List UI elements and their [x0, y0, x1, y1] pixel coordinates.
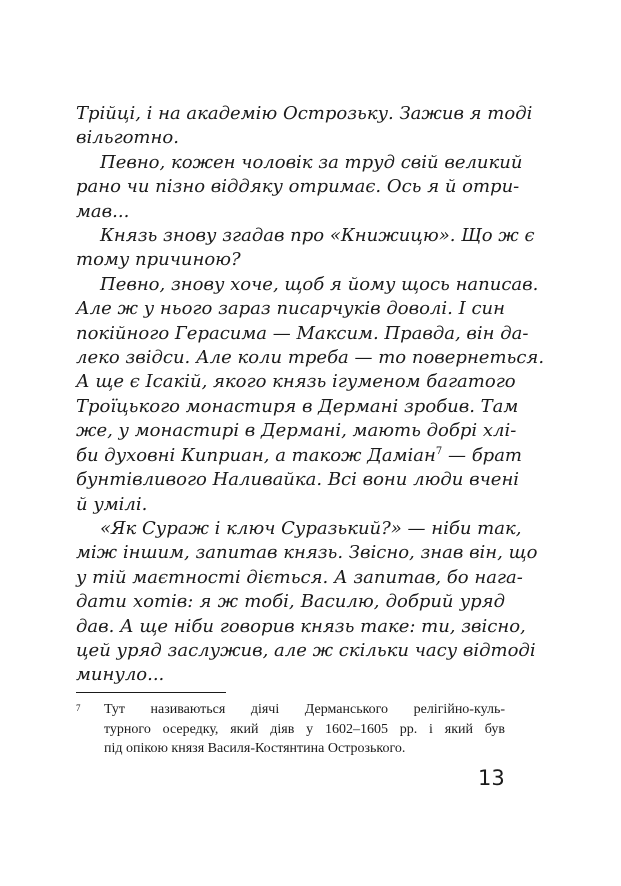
text-line: Троїцького монастиря в Дермані зробив. Там	[76, 395, 519, 417]
text-line	[76, 444, 523, 468]
text-line: бунтівливого Наливайка. Всі вони люди вчені	[76, 469, 520, 491]
text-line: рано чи пізно віддяку отримає. Ось я й отри-	[76, 176, 520, 198]
text-line: вільготно.	[76, 127, 179, 149]
text-line: Певно, знову хоче, щоб я йому щось написав.	[100, 273, 539, 295]
text-line: у тій маєтності діється. А запитав, бо нага-	[76, 566, 523, 588]
text-line: Трійці, і на академію Острозьку. Зажив я тоді	[76, 103, 533, 124]
footnote-line: турного осередку, який діяв у 1602–1605 рр. і який був	[104, 721, 505, 737]
text-line: Князь знову згадав про «Книжицю». Що ж є	[100, 225, 535, 247]
text-line: цей уряд заслужив, але ж скільки часу відтоді	[76, 639, 536, 661]
text-line: тому причиною?	[76, 249, 241, 271]
text-line: А ще є Ісакій, якого князь ігуменом багатого	[76, 371, 516, 393]
footnote-mark: 7	[76, 703, 81, 713]
text-line: Певно, кожен чоловік за труд свій великий	[100, 151, 523, 173]
text-line: дати хотів: я ж тобі, Василю, добрий уряд	[76, 591, 505, 613]
main-text	[76, 102, 545, 688]
footnote	[76, 700, 505, 759]
text-line: покійного Герасима — Максим. Правда, він да-	[76, 322, 529, 344]
text-before-footnote-ref: би духовні Киприан, а також Даміан	[76, 444, 436, 466]
page-number: 13	[478, 766, 505, 790]
footnote-line: під опікою князя Василя-Костянтина Острозького.	[104, 741, 406, 756]
text-after-footnote-ref: — брат	[442, 444, 523, 466]
text-line: між іншим, запитав князь. Звісно, знав він, що	[76, 542, 538, 564]
text-line: «Як Сураж і ключ Суразький?» — ніби так,	[100, 517, 522, 539]
text-line: й умілі.	[76, 493, 148, 515]
footnote-reference: 7	[435, 445, 443, 457]
text-line: мав...	[76, 200, 130, 222]
text-line: Але ж у нього зараз писарчуків доволі. І син	[76, 298, 505, 320]
text-line: минуло...	[76, 664, 165, 686]
footnote-line: Тут називаються діячі Дерманського релігійно-куль-	[104, 702, 505, 717]
text-line: леко звідси. Але коли треба — то повернеться.	[76, 347, 545, 369]
text-line: же, у монастирі в Дермані, мають добрі хлі-	[76, 420, 517, 442]
footnote-separator	[76, 692, 226, 693]
text-line: дав. А ще ніби говорив князь таке: ти, звісно,	[76, 615, 526, 637]
